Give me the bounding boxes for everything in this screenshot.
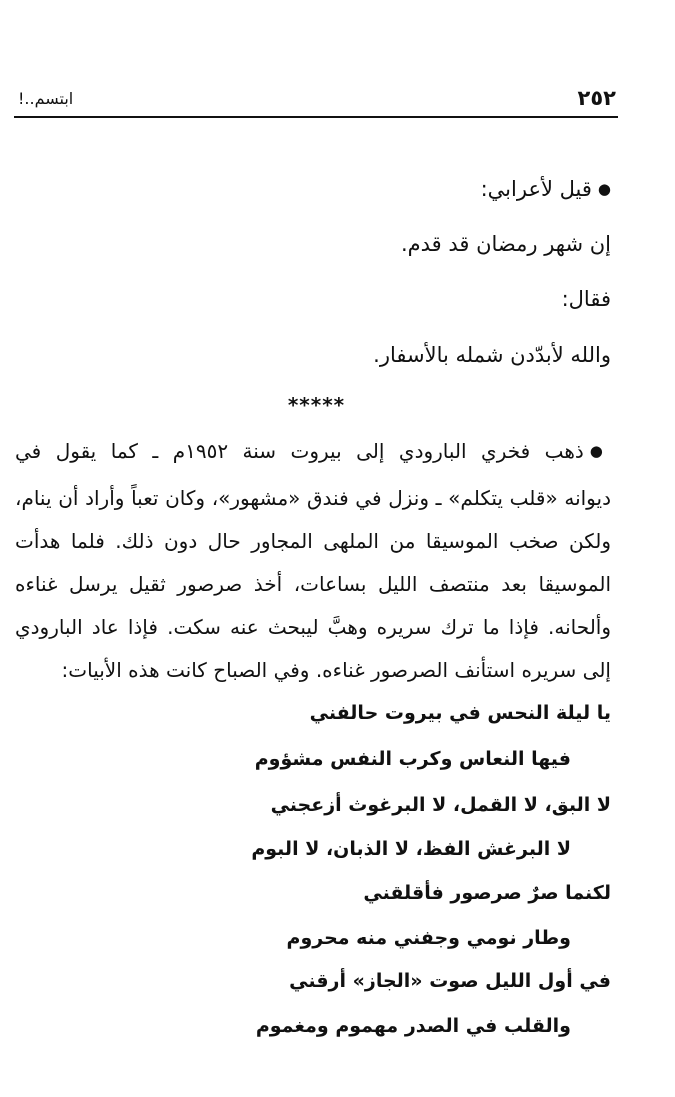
poem-verse: لا البق، لا القمل، لا البرغوث أزعجني <box>270 794 611 816</box>
poem-verse: وطار نومي وجفني منه محروم <box>286 927 571 949</box>
paragraph-line: ● ذهب فخري البارودي إلى بيروت سنة ١٩٥٢م ـ كما يقول في <box>15 436 611 466</box>
paragraph-line: الموسيقا بعد منتصف الليل بساعات، أخذ صرصور ثقيل يرسل غناءه <box>15 572 611 596</box>
anecdote1-statement: إن شهر رمضان قد قدم. <box>400 232 611 256</box>
page-header <box>18 84 616 114</box>
anecdote1-reply: والله لأبدّدن شمله بالأسفار. <box>373 343 611 367</box>
poem-verse: يا ليلة النحس في بيروت حالفني <box>309 702 611 724</box>
page-number: ٢٥٢ <box>577 86 616 110</box>
anecdote1-intro: ● قيل لأعرابي: <box>481 174 611 204</box>
paragraph-line: ولكن صخب الموسيقا من الملهى المجاور حال دون ذلك. فلما هدأت <box>15 529 611 553</box>
poem-verse: لا البرغش الفظ، لا الذبان، لا البوم <box>251 838 571 860</box>
poem-verse: والقلب في الصدر مهموم ومغموم <box>255 1015 571 1037</box>
anecdote1-reply-label: فقال: <box>561 287 611 311</box>
paragraph-line: إلى سريره استأنف الصرصور غناءه. وفي الصباح كانت هذه الأبيات: <box>61 658 611 682</box>
running-title: ابتسم..! <box>18 89 74 108</box>
poem-verse: فيها النعاس وكرب النفس مشؤوم <box>254 748 571 770</box>
poem-verse: لكنما صرٌ صرصور فأقلقني <box>363 882 611 904</box>
poem-verse: في أول الليل صوت «الجاز» أرقني <box>289 970 611 992</box>
header-rule <box>14 116 618 118</box>
paragraph-line: وألحانه. فإذا ما ترك سريره وهبَّ ليبحث عنه سكت. فإذا عاد البارودي <box>15 615 611 639</box>
section-separator: ***** <box>287 393 346 417</box>
paragraph-line: ديوانه «قلب يتكلم» ـ ونزل في فندق «مشهور»، وكان تعباً وأراد أن ينام، <box>15 486 611 510</box>
